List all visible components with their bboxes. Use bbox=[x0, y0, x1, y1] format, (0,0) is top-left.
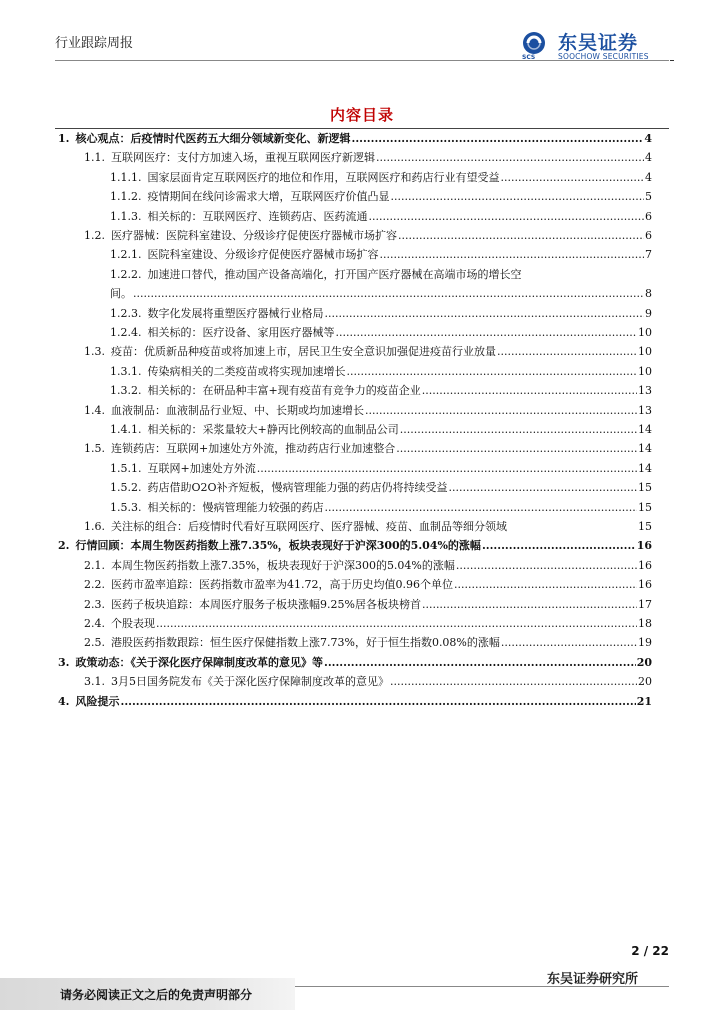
toc-entry-title: 血液制品：血液制品行业短、中、长期或均加速增长 bbox=[111, 403, 364, 417]
toc-entry-page: 20 bbox=[636, 655, 652, 669]
toc-entry[interactable] bbox=[58, 654, 652, 672]
toc-entry-page: 4 bbox=[644, 132, 652, 145]
toc-entry-title: 相关标的：医疗设备、家用医疗器械等 bbox=[147, 326, 335, 339]
toc-entry-title: 核心观点：后疫情时代医药五大细分领域新变化、新逻辑 bbox=[75, 132, 351, 145]
toc-entry-page: 21 bbox=[636, 694, 652, 708]
toc-leader-dots bbox=[398, 227, 644, 245]
toc-entry-number: 2.3. bbox=[84, 597, 105, 611]
toc-entry-title: 药店借助O2O补齐短板，慢病管理能力强的药店仍将持续受益 bbox=[147, 481, 448, 495]
toc-entry-number: 4. bbox=[58, 694, 70, 708]
toc-entry-number: 1.3. bbox=[84, 345, 105, 359]
toc-title: 内容目录 bbox=[329, 106, 394, 124]
toc-entry-title: 加速进口替代，推动国产设备高端化，打开国产医疗器械在高端市场的增长空 bbox=[147, 267, 522, 281]
toc-entry-page: 7 bbox=[645, 248, 652, 262]
toc-entry-page: 16 bbox=[636, 539, 652, 553]
toc-entry[interactable] bbox=[110, 285, 652, 303]
toc-entry-page: 14 bbox=[638, 423, 652, 436]
logo-chinese-name: 东吴证券 bbox=[558, 32, 639, 54]
toc-entry-number: 2.1. bbox=[84, 558, 105, 572]
toc-entry-page: 13 bbox=[638, 384, 652, 398]
toc-entry-title: 医疗器械：医院科室建设、分级诊疗促使医疗器械市场扩容 bbox=[111, 229, 397, 242]
toc-entry-title: 相关标的：互联网医疗、连锁药店、医药流通 bbox=[147, 209, 368, 223]
toc-entry-number: 1.4.1. bbox=[110, 423, 142, 436]
toc-entry-number: 1.4. bbox=[84, 403, 105, 417]
toc-entry[interactable] bbox=[110, 421, 652, 439]
toc-entry-page: 19 bbox=[638, 636, 652, 650]
toc-leader-dots bbox=[351, 130, 643, 148]
toc-title-divider bbox=[55, 128, 669, 129]
disclaimer-text: 请务必阅读正文之后的免责声明部分 bbox=[60, 988, 253, 1002]
toc-entry-title: 港股医药指数跟踪：恒生医疗保健指数上涨7.73%，好于恒生指数0.08%的涨幅 bbox=[111, 636, 500, 650]
toc-leader-dots bbox=[325, 305, 645, 323]
toc-leader-dots bbox=[391, 188, 645, 206]
toc-entry-number: 2.5. bbox=[84, 636, 105, 650]
toc-leader-dots bbox=[347, 363, 638, 381]
toc-entry-title: 互联网医疗：支付方加速入场，重视互联网医疗新逻辑 bbox=[111, 151, 375, 165]
toc-leader-dots bbox=[449, 479, 637, 497]
toc-entry-number: 2. bbox=[58, 539, 70, 553]
toc-entry-page: 20 bbox=[638, 675, 652, 689]
toc-entry-number: 1.2. bbox=[84, 229, 105, 242]
toc-entry[interactable] bbox=[110, 499, 652, 517]
toc-entry-title: 疫苗：优质新品种疫苗或将加速上市，居民卫生安全意识加强促进疫苗行业放量 bbox=[111, 345, 496, 359]
toc-entry-title: 医药市盈率追踪：医药指数市盈率为41.72，高于历史均值0.96个单位 bbox=[111, 578, 453, 592]
toc-leader-dots bbox=[396, 440, 637, 458]
footer-institute: 东吴证券研究所 bbox=[546, 972, 638, 987]
toc-entry-title: 数字化发展将重塑医疗器械行业格局 bbox=[147, 306, 324, 320]
toc-entry-title: 互联网+加速处方外流 bbox=[147, 461, 256, 475]
toc-entry-number: 1.2.1. bbox=[110, 248, 142, 262]
toc-entry-number: 1.5.2. bbox=[110, 481, 142, 495]
toc-leader-dots bbox=[133, 285, 644, 303]
toc-leader-dots bbox=[400, 421, 637, 439]
toc-leader-dots bbox=[376, 149, 644, 167]
toc-leader-dots bbox=[456, 557, 637, 575]
toc-leader-dots bbox=[336, 324, 638, 342]
toc-entry-number: 1.5. bbox=[84, 442, 105, 456]
toc-entry-page: 10 bbox=[638, 326, 652, 339]
toc-entry-page: 18 bbox=[638, 617, 652, 630]
toc-entry-title: 相关标的：在研品种丰富+现有疫苗有竞争力的疫苗企业 bbox=[147, 384, 421, 398]
toc-entry-title: 医药子板块追踪：本周医疗服务子板块涨幅9.25%居各板块榜首 bbox=[111, 597, 421, 611]
toc-entry-page: 10 bbox=[638, 345, 652, 359]
toc-entry-title: 间。 bbox=[110, 287, 132, 301]
toc-entry[interactable] bbox=[110, 324, 652, 342]
toc-leader-dots bbox=[454, 576, 637, 594]
toc-entry-number: 1. bbox=[58, 132, 70, 145]
toc-entry-number: 1.1.3. bbox=[110, 209, 142, 223]
toc-entry-title: 政策动态：《关于深化医疗保障制度改革的意见》等 bbox=[75, 655, 323, 669]
toc-entry[interactable] bbox=[84, 634, 652, 652]
toc-entry[interactable] bbox=[58, 693, 652, 711]
toc-entry-number: 1.5.1. bbox=[110, 461, 142, 475]
toc-entry[interactable] bbox=[110, 363, 652, 381]
toc-entry[interactable] bbox=[110, 169, 652, 187]
toc-leader-dots bbox=[324, 654, 636, 672]
toc-entry-number: 1.2.4. bbox=[110, 326, 142, 339]
toc-entry[interactable] bbox=[110, 305, 652, 323]
toc-entry-number: 1.1.1. bbox=[110, 170, 142, 184]
toc-entry-title: 医院科室建设、分级诊疗促使医疗器械市场扩容 bbox=[147, 248, 379, 262]
toc-entry[interactable] bbox=[84, 149, 652, 167]
toc-entry[interactable] bbox=[84, 576, 652, 594]
toc-entry-number: 3. bbox=[58, 655, 70, 669]
toc-entry[interactable] bbox=[84, 402, 652, 420]
toc-entry[interactable] bbox=[110, 460, 652, 478]
toc-leader-dots bbox=[390, 673, 637, 691]
toc-entry[interactable] bbox=[84, 343, 652, 361]
toc-entry[interactable] bbox=[58, 537, 652, 555]
toc-entry-page: 15 bbox=[638, 520, 652, 533]
toc-entry-page: 10 bbox=[638, 364, 652, 378]
toc-entry-page: 9 bbox=[645, 306, 652, 320]
toc-entry[interactable] bbox=[110, 188, 652, 206]
toc-entry-number: 1.2.3. bbox=[110, 306, 142, 320]
toc-leader-dots bbox=[156, 615, 637, 633]
toc-entry-page: 4 bbox=[645, 151, 652, 165]
toc-leader-dots bbox=[365, 402, 637, 420]
toc-entry-page: 6 bbox=[645, 209, 652, 223]
toc-entry[interactable] bbox=[84, 557, 652, 575]
disclaimer-banner bbox=[0, 978, 295, 1010]
toc-entry-number: 1.6. bbox=[84, 520, 105, 533]
toc-entry-title: 国家层面肯定互联网医疗的地位和作用，互联网医疗和药店行业有望受益 bbox=[147, 170, 500, 184]
toc-leader-dots bbox=[422, 596, 637, 614]
header-tick bbox=[670, 60, 674, 61]
toc-entry-number: 1.1. bbox=[84, 151, 105, 165]
toc-entry-page: 13 bbox=[638, 403, 652, 417]
logo-english-name: SOOCHOW SECURITIES bbox=[558, 52, 649, 61]
toc-leader-dots bbox=[497, 343, 637, 361]
toc-entry-title: 关注标的组合：后疫情时代看好互联网医疗、医疗器械、疫苗、血制品等细分领域 bbox=[111, 520, 507, 533]
header-divider bbox=[55, 60, 669, 61]
toc-entry-title: 连锁药店：互联网+加速处方外流，推动药店行业加速整合 bbox=[111, 442, 396, 456]
toc-entry-title: 风险提示 bbox=[75, 694, 120, 708]
toc-entry-title: 3月5日国务院发布《关于深化医疗保障制度改革的意见》 bbox=[111, 675, 389, 689]
logo-abbr: SCS bbox=[522, 54, 536, 61]
toc-entry[interactable] bbox=[58, 130, 652, 148]
toc-entry[interactable] bbox=[84, 518, 652, 536]
toc-entry-page: 4 bbox=[645, 170, 652, 184]
toc-leader-dots bbox=[501, 169, 645, 187]
toc-entry[interactable] bbox=[110, 266, 652, 284]
toc-entry-page: 14 bbox=[638, 461, 652, 475]
toc-entry[interactable] bbox=[110, 479, 652, 497]
toc-entry[interactable] bbox=[84, 615, 652, 633]
toc-entry[interactable] bbox=[110, 246, 652, 264]
toc-leader-dots bbox=[120, 693, 635, 711]
toc-leader-dots bbox=[369, 208, 645, 226]
toc-leader-dots bbox=[482, 537, 636, 555]
toc-entry-number: 1.5.3. bbox=[110, 500, 142, 514]
toc-leader-dots bbox=[325, 499, 638, 517]
toc-entry-title: 个股表现 bbox=[111, 617, 155, 630]
toc-entry-number: 3.1. bbox=[84, 675, 105, 689]
toc-entry-number: 2.2. bbox=[84, 578, 105, 592]
toc-entry-page: 16 bbox=[638, 558, 652, 572]
toc-leader-dots bbox=[422, 382, 637, 400]
toc-entry[interactable] bbox=[110, 382, 652, 400]
toc-entry[interactable] bbox=[84, 227, 652, 245]
toc-entry-title: 疫情期间在线问诊需求大增，互联网医疗价值凸显 bbox=[147, 190, 390, 204]
toc-entry-title: 相关标的：慢病管理能力较强的药店 bbox=[147, 500, 324, 514]
toc-entry[interactable] bbox=[84, 596, 652, 614]
toc-entry-title: 传染病相关的二类疫苗或将实现加速增长 bbox=[147, 364, 346, 378]
toc-entry-page: 6 bbox=[645, 229, 652, 242]
toc-entry-number: 1.1.2. bbox=[110, 190, 142, 204]
toc-leader-dots bbox=[257, 460, 637, 478]
page-number: 2 / 22 bbox=[631, 944, 669, 958]
toc-entry-number: 2.4. bbox=[84, 617, 105, 630]
toc-entry-page: 15 bbox=[638, 500, 652, 514]
toc-entry[interactable] bbox=[110, 208, 652, 226]
toc-entry-number: 1.3.1. bbox=[110, 364, 142, 378]
toc-entry-page: 15 bbox=[638, 481, 652, 495]
toc-entry-title: 本周生物医药指数上涨7.35%，板块表现好于沪深300的5.04%的涨幅 bbox=[111, 558, 455, 572]
toc-leader-dots bbox=[501, 634, 637, 652]
toc-entry[interactable] bbox=[84, 440, 652, 458]
toc-entry-number: 1.3.2. bbox=[110, 384, 142, 398]
toc-entry-title: 相关标的：采浆量较大+静丙比例较高的血制品公司 bbox=[147, 423, 399, 436]
toc-entry[interactable] bbox=[84, 673, 652, 691]
toc-entry-number: 1.2.2. bbox=[110, 267, 142, 281]
report-type-label: 行业跟踪周报 bbox=[55, 36, 134, 51]
toc-entry-page: 17 bbox=[638, 597, 652, 611]
toc-entry-page: 8 bbox=[645, 287, 652, 301]
toc-entry-title: 行情回顾：本周生物医药指数上涨7.35%，板块表现好于沪深300的5.04%的涨幅 bbox=[75, 539, 481, 553]
toc-entry-page: 16 bbox=[638, 578, 652, 592]
toc-leader-dots bbox=[380, 246, 645, 264]
toc-entry-page: 14 bbox=[638, 442, 652, 456]
toc-entry-page: 5 bbox=[645, 190, 652, 204]
footer-divider bbox=[295, 986, 669, 987]
